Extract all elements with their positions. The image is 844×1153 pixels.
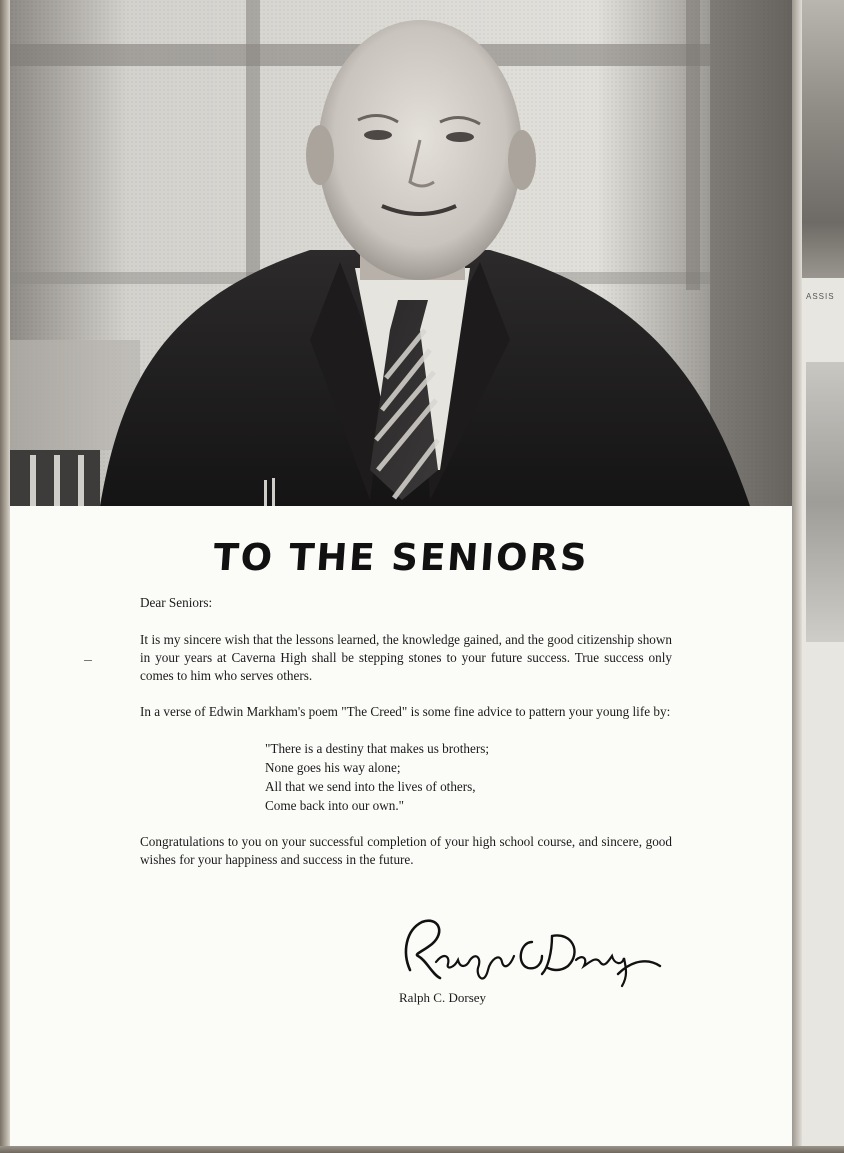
letter-paragraph-3: Congratulations to you on your successful completion of your high school course, and sincere, good wishes for your happiness and success in the future.	[140, 834, 672, 867]
handwritten-signature	[392, 912, 662, 992]
letter-paragraph-2: In a verse of Edwin Markham's poem "The Creed" is some fine advice to pattern your young life by:	[140, 704, 671, 719]
next-page-photo-top	[802, 0, 844, 278]
next-page-edge	[792, 0, 844, 1153]
verse-line-4: Come back into our own."	[265, 798, 405, 813]
signer-name: Ralph C. Dorsey	[399, 990, 487, 1005]
letter-body	[140, 594, 672, 869]
left-page-edge	[0, 0, 10, 1153]
next-page-photo-bottom	[806, 362, 844, 642]
verse-line-2: None goes his way alone;	[265, 760, 401, 775]
page-title: TO THE SENIORS	[211, 536, 591, 579]
page-bottom-edge	[0, 1146, 844, 1153]
yearbook-page	[10, 0, 792, 1146]
portrait-illustration	[10, 0, 792, 506]
portrait-photo	[10, 0, 792, 506]
verse-line-1: "There is a destiny that makes us brothers;	[265, 741, 490, 756]
poem-verse	[265, 739, 672, 815]
letter-salutation: Dear Seniors:	[140, 595, 213, 610]
stray-print-mark	[84, 660, 92, 661]
next-page-caption: ASSIS	[806, 292, 835, 301]
letter-paragraph-1: It is my sincere wish that the lessons learned, the knowledge gained, and the good citizenship shown in your years at Caverna High shall be stepping stones to your future success. True success only comes to him who serves others.	[140, 632, 672, 683]
page-gutter-shadow	[792, 0, 802, 1153]
verse-line-3: All that we send into the lives of others,	[265, 779, 476, 794]
